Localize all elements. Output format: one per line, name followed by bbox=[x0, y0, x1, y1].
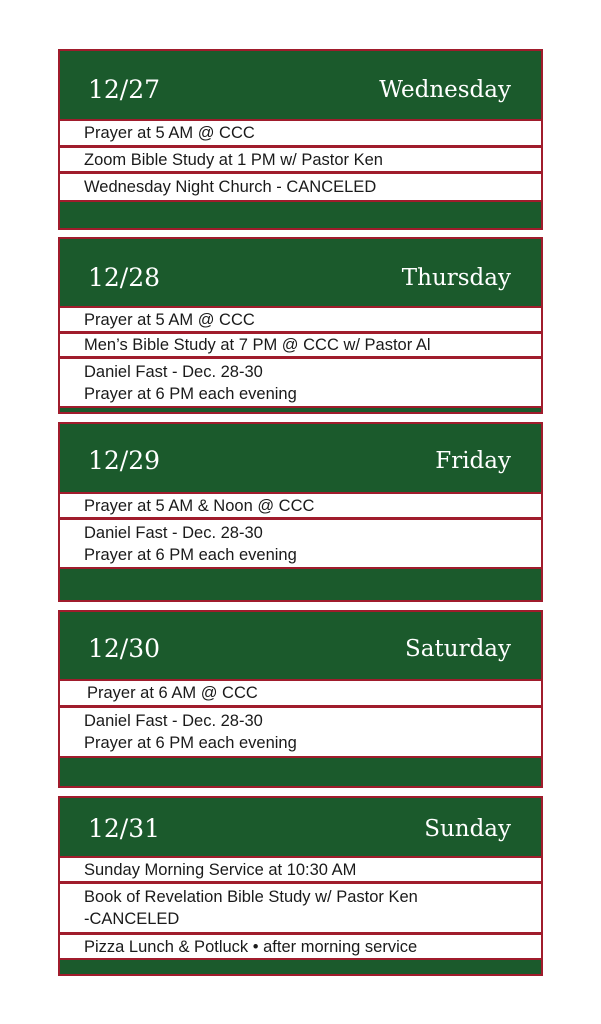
event-text: Zoom Bible Study at 1 PM w/ Pastor Ken bbox=[84, 150, 383, 169]
day-name: Wednesday bbox=[379, 77, 511, 103]
event-row bbox=[60, 492, 541, 519]
event-row bbox=[60, 332, 541, 358]
day-card-wednesday bbox=[58, 49, 543, 230]
day-name: Thursday bbox=[401, 265, 511, 291]
day-card-friday bbox=[58, 422, 543, 602]
event-text: Daniel Fast - Dec. 28-30 bbox=[84, 712, 263, 730]
event-text-line2: -CANCELED bbox=[84, 910, 180, 928]
day-date: 12/27 bbox=[88, 75, 161, 104]
event-text: Sunday Morning Service at 10:30 AM bbox=[84, 860, 357, 879]
event-text: Prayer at 5 AM @ CCC bbox=[84, 310, 255, 329]
event-row bbox=[60, 357, 541, 408]
day-date: 12/31 bbox=[88, 814, 161, 843]
event-text: Daniel Fast - Dec. 28-30 bbox=[84, 523, 263, 542]
day-name: Sunday bbox=[424, 816, 511, 842]
event-row bbox=[60, 856, 541, 883]
event-text-line2: Prayer at 6 PM each evening bbox=[84, 545, 297, 564]
event-row bbox=[60, 679, 541, 707]
event-text: Pizza Lunch & Potluck • after morning service bbox=[84, 937, 418, 956]
event-row bbox=[60, 882, 541, 934]
day-date: 12/30 bbox=[88, 634, 161, 663]
event-row bbox=[60, 518, 541, 569]
event-row bbox=[60, 706, 541, 758]
event-row bbox=[60, 306, 541, 333]
event-text: Wednesday Night Church - CANCELED bbox=[84, 178, 377, 196]
event-row bbox=[60, 146, 541, 173]
event-text: Men’s Bible Study at 7 PM @ CCC w/ Pastor Al bbox=[84, 336, 431, 354]
day-date: 12/29 bbox=[88, 446, 161, 475]
event-text: Prayer at 5 AM @ CCC bbox=[84, 124, 255, 142]
day-card-saturday bbox=[58, 610, 543, 788]
event-row bbox=[60, 933, 541, 960]
event-row bbox=[60, 172, 541, 202]
event-text: Prayer at 5 AM & Noon @ CCC bbox=[84, 496, 315, 515]
event-text: Book of Revelation Bible Study w/ Pastor Ken bbox=[84, 888, 418, 906]
day-name: Friday bbox=[435, 448, 511, 474]
day-card-sunday bbox=[58, 796, 543, 976]
event-text-line2: Prayer at 6 PM each evening bbox=[84, 384, 297, 403]
event-text-line2: Prayer at 6 PM each evening bbox=[84, 734, 297, 752]
event-text: Daniel Fast - Dec. 28-30 bbox=[84, 362, 263, 381]
day-date: 12/28 bbox=[88, 263, 161, 292]
day-card-thursday bbox=[58, 237, 543, 414]
event-row bbox=[60, 119, 541, 147]
day-name: Saturday bbox=[405, 636, 511, 662]
event-text: Prayer at 6 AM @ CCC bbox=[87, 684, 258, 702]
